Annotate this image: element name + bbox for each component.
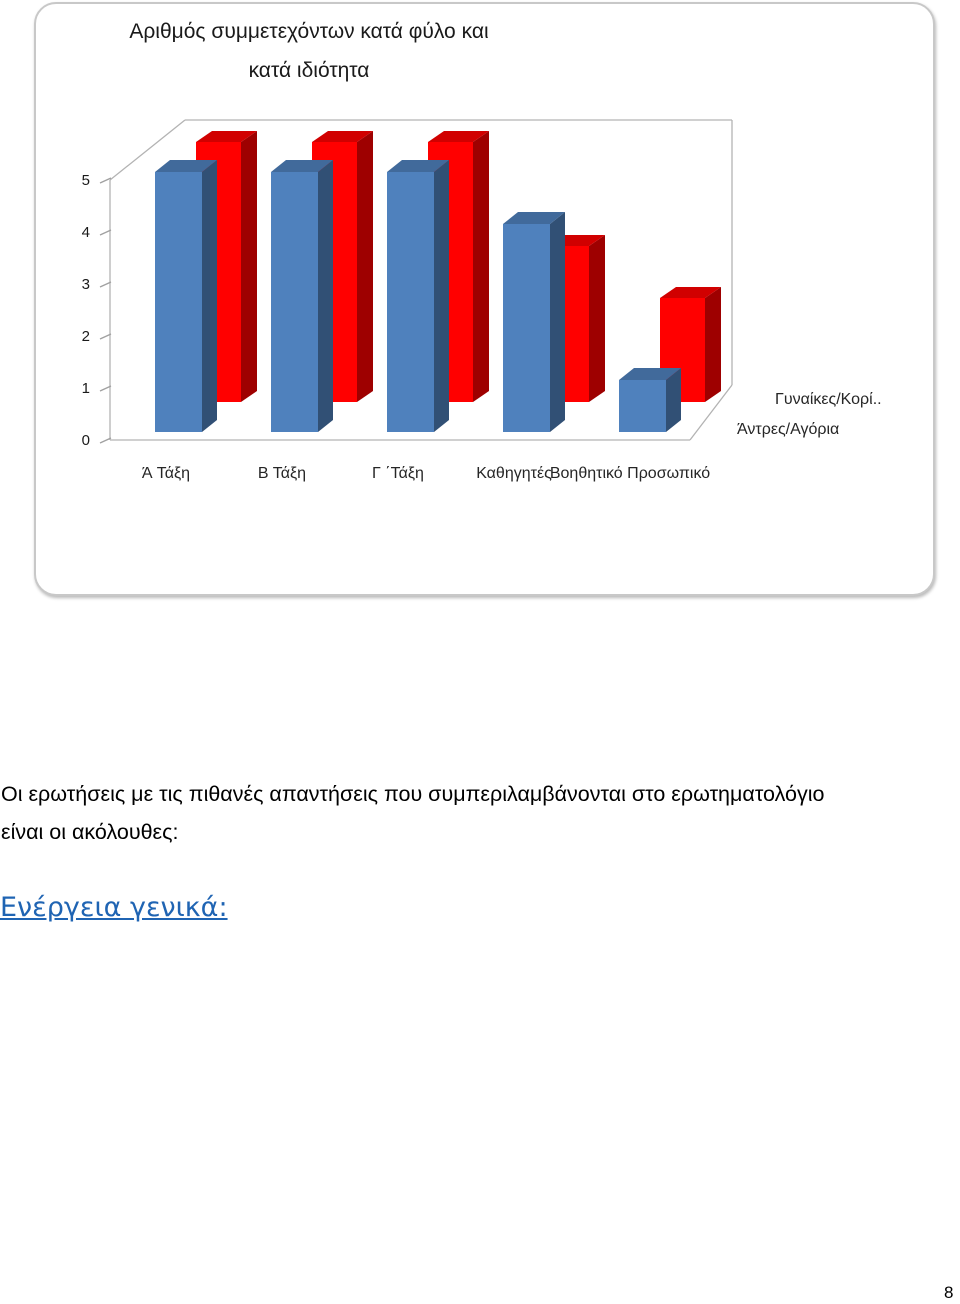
x-tick-label: Ά Τάξη: [141, 465, 191, 482]
page-number: 8: [944, 1283, 954, 1302]
y-axis: [82, 172, 111, 449]
y-tick-mark: [100, 438, 111, 443]
y-tick-label: 5: [81, 172, 90, 189]
x-tick-label: Γ ΄Τάξη: [372, 465, 424, 482]
bar-s0-c1: [271, 160, 333, 432]
bar-front-face: [155, 172, 202, 432]
chart-title-line: κατά ιδιότητα: [248, 59, 370, 82]
bar-side-face: [318, 160, 333, 432]
section-heading: Ενέργεια γενικά:: [0, 892, 228, 923]
bar-side-face: [241, 131, 257, 402]
bar-s0-c2: [387, 160, 449, 432]
y-tick-label: 3: [81, 276, 90, 293]
bar-side-face: [434, 160, 449, 432]
bar-s0-c0: [155, 160, 217, 432]
x-tick-label: Β Τάξη: [257, 465, 307, 482]
bar-s0-c4: [619, 368, 681, 432]
bar-side-face: [705, 287, 721, 402]
y-tick-label: 0: [81, 432, 90, 449]
x-axis: [142, 465, 710, 482]
series-label: Γυναίκες/Κορί..: [775, 391, 882, 408]
chart-title: [59, 12, 559, 90]
bar-front-face: [619, 380, 666, 432]
chart-title-line: Αριθμός συμμετεχόντων κατά φύλο και: [129, 20, 489, 43]
bar-side-face: [550, 212, 565, 432]
bars: [155, 131, 721, 432]
y-tick-label: 1: [81, 380, 90, 397]
x-tick-label: Καθηγητές: [476, 465, 552, 482]
y-tick-label: 2: [81, 328, 90, 345]
series-label: Άντρες/Αγόρια: [737, 421, 840, 438]
bar-side-face: [589, 235, 605, 402]
bar-s0-c3: [503, 212, 565, 432]
bar-side-face: [202, 160, 217, 432]
bar-side-face: [473, 131, 489, 402]
bar-front-face: [503, 224, 550, 432]
bar-side-face: [357, 131, 373, 402]
intro-line: είναι οι ακόλουθες:: [1, 820, 179, 844]
x-tick-label: Βοηθητικό Προσωπικό: [549, 465, 711, 482]
bar-chart-3d: [0, 0, 960, 600]
bar-front-face: [387, 172, 434, 432]
intro-line: Οι ερωτήσεις με τις πιθανές απαντήσεις που συμπεριλαμβάνονται στο ερωτηματολόγιο: [1, 782, 825, 806]
intro-paragraph: [1, 775, 824, 851]
bar-front-face: [271, 172, 318, 432]
y-tick-label: 4: [81, 224, 90, 241]
depth-axis: [737, 391, 882, 438]
